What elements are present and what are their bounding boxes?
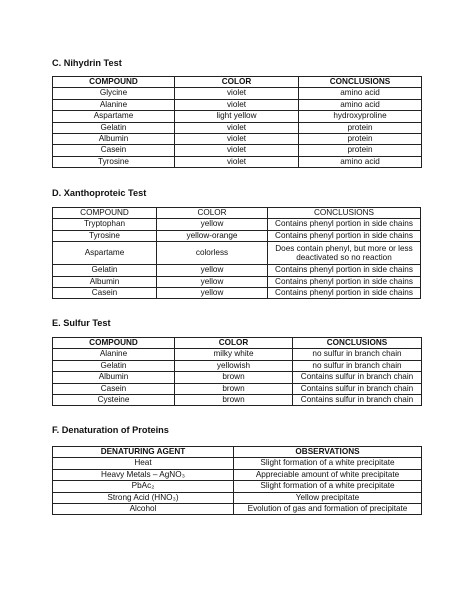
table-row [53,111,422,122]
cell: Tyrosine [53,156,175,167]
table-row [53,230,421,241]
header-color: COLOR [175,338,293,349]
cell: Appreciable amount of white precipitate [234,469,422,480]
cell: Alanine [53,349,175,360]
table-row [53,145,422,156]
table-row [53,276,421,287]
table-row [53,394,422,405]
table-row [53,503,422,514]
cell: Glycine [53,88,175,99]
cell: PbAc₂ [53,481,234,492]
header-color: COLOR [175,77,299,88]
cell: Contains phenyl portion in side chains [268,287,421,298]
cell: milky white [175,349,293,360]
denaturation-table [52,446,422,515]
cell: hydroxyproline [299,111,422,122]
nihydrin-title: C. Nihydrin Test [52,58,122,68]
cell: Contains phenyl portion in side chains [268,230,421,241]
cell: violet [175,99,299,110]
cell: Casein [53,145,175,156]
table-row [53,265,421,276]
cell: Casein [53,287,157,298]
header-denaturing-agent: DENATURING AGENT [53,447,234,458]
table-row [53,349,422,360]
cell: Contains sulfur in branch chain [293,372,422,383]
header-conclusions: CONCLUSIONS [293,338,422,349]
table-row [53,122,422,133]
table-row [53,360,422,371]
cell: Contains phenyl portion in side chains [268,265,421,276]
cell: Strong Acid (HNO₃) [53,492,234,503]
header-conclusions: CONCLUSIONS [268,208,421,219]
table-row [53,242,421,265]
cell: Tyrosine [53,230,157,241]
cell: violet [175,88,299,99]
table-header-row [53,447,422,458]
table-row [53,99,422,110]
cell: yellow [157,265,268,276]
cell: Slight formation of a white precipitate [234,458,422,469]
cell: Contains sulfur in branch chain [293,394,422,405]
table-row [53,492,422,503]
cell: violet [175,133,299,144]
cell: yellow [157,287,268,298]
cell: protein [299,133,422,144]
table-row [53,219,421,230]
cell: protein [299,122,422,133]
table-row [53,469,422,480]
table-header-row [53,338,422,349]
cell: Yellow precipitate [234,492,422,503]
cell: Albumin [53,276,157,287]
xanthoproteic-table [52,207,421,299]
cell: amino acid [299,156,422,167]
header-color: COLOR [157,208,268,219]
cell: Gelatin [53,265,157,276]
table-header-row [53,208,421,219]
cell: no sulfur in branch chain [293,349,422,360]
cell: brown [175,383,293,394]
cell: Aspartame [53,242,157,265]
cell: Casein [53,383,175,394]
cell: Alanine [53,99,175,110]
cell: yellowish [175,360,293,371]
table-row [53,372,422,383]
cell: yellow [157,219,268,230]
cell: Alcohol [53,503,234,514]
cell: Cysteine [53,394,175,405]
table-row [53,458,422,469]
header-compound: COMPOUND [53,208,157,219]
cell: Evolution of gas and formation of precipitate [234,503,422,514]
cell: violet [175,145,299,156]
cell: Gelatin [53,360,175,371]
cell: colorless [157,242,268,265]
header-observations: OBSERVATIONS [234,447,422,458]
cell: amino acid [299,88,422,99]
xanthoproteic-title: D. Xanthoproteic Test [52,188,147,198]
sulfur-title: E. Sulfur Test [52,318,111,328]
cell: violet [175,156,299,167]
cell: protein [299,145,422,156]
cell: no sulfur in branch chain [293,360,422,371]
denaturation-title: F. Denaturation of Proteins [52,425,169,435]
nihydrin-table [52,76,422,168]
table-row [53,88,422,99]
cell: Contains sulfur in branch chain [293,383,422,394]
cell: Slight formation of a white precipitate [234,481,422,492]
cell: amino acid [299,99,422,110]
header-conclusions: CONCLUSIONS [299,77,422,88]
cell: light yellow [175,111,299,122]
cell: Contains phenyl portion in side chains [268,219,421,230]
cell: Aspartame [53,111,175,122]
cell: brown [175,394,293,405]
cell: violet [175,122,299,133]
header-compound: COMPOUND [53,338,175,349]
table-row [53,383,422,394]
table-row [53,481,422,492]
cell: Heavy Metals – AgNO₃ [53,469,234,480]
cell: Contains phenyl portion in side chains [268,276,421,287]
sulfur-table [52,337,422,406]
cell: Albumin [53,372,175,383]
cell: Gelatin [53,122,175,133]
cell: yellow-orange [157,230,268,241]
header-compound: COMPOUND [53,77,175,88]
cell: brown [175,372,293,383]
table-header-row [53,77,422,88]
cell: Does contain phenyl, but more or less deactivated so no reaction [268,242,421,265]
table-row [53,287,421,298]
cell: Heat [53,458,234,469]
cell: Tryptophan [53,219,157,230]
cell: Albumin [53,133,175,144]
cell: yellow [157,276,268,287]
table-row [53,133,422,144]
table-row [53,156,422,167]
